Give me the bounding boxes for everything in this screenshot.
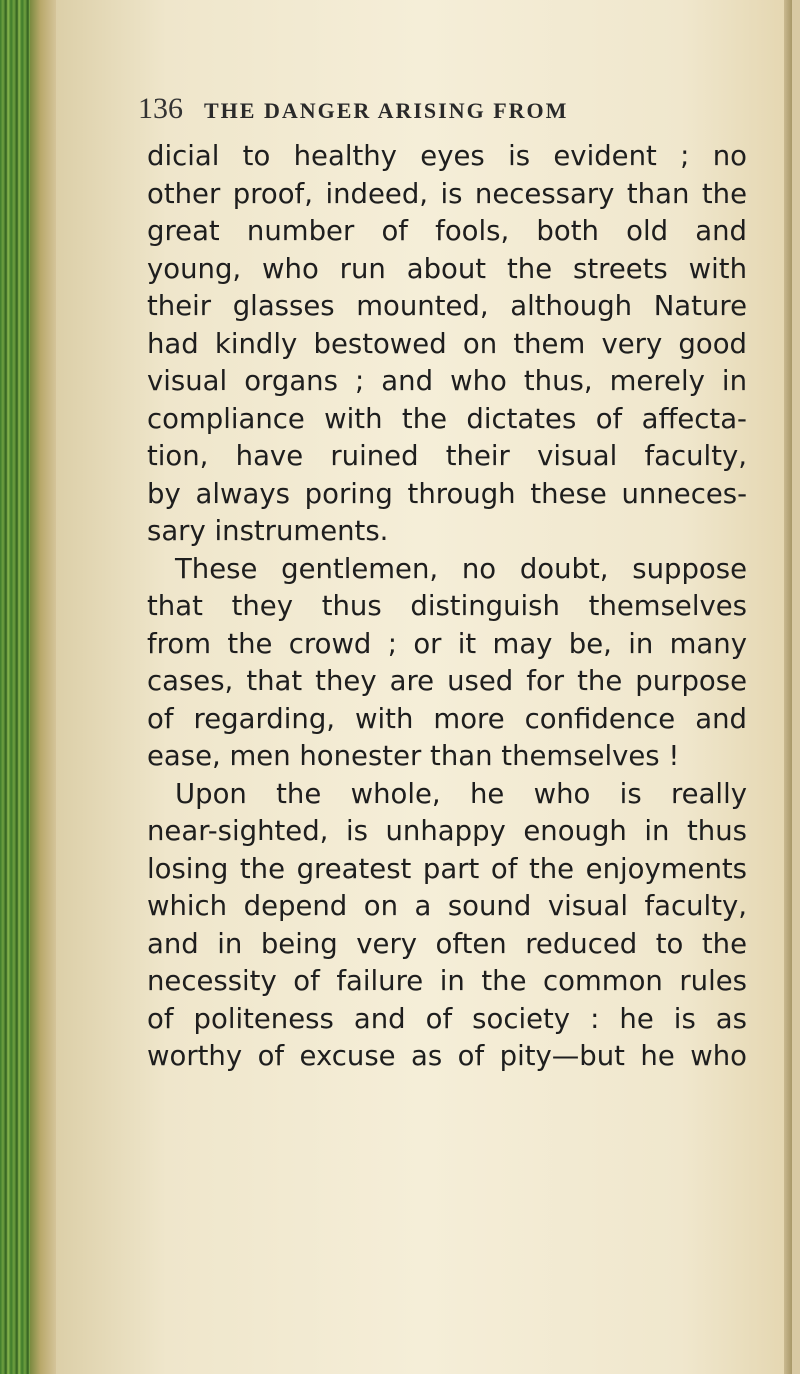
- paragraph-start-line: These gentlemen, no doubt, suppose: [175, 552, 747, 585]
- text-line: had kindly bestowed on them very good: [147, 327, 747, 360]
- text-line: dicial to healthy eyes is evident ; no: [147, 140, 747, 172]
- text-line: young, who run about the streets with: [147, 252, 747, 285]
- text-line: compliance with the dictates of affecta-: [147, 402, 747, 435]
- text-line: tion, have ruined their visual faculty,: [147, 440, 747, 472]
- text-line: sary instruments.: [147, 515, 389, 547]
- text-line: that they thus distinguish themselves: [147, 590, 747, 622]
- running-head: THE DANGER ARISING FROM: [204, 98, 569, 123]
- page-edge: [784, 0, 792, 1374]
- text-line: ease, men honester than themselves !: [147, 740, 680, 772]
- paragraph-start-line: Upon the whole, he who is really: [175, 777, 747, 810]
- text-line: visual organs ; and who thus, merely in: [147, 365, 747, 397]
- text-line: from the crowd ; or it may be, in many: [147, 627, 747, 660]
- text-line: great number of fools, both old and: [147, 215, 747, 247]
- text-line: their glasses mounted, although Nature: [147, 290, 747, 322]
- text-line: necessity of failure in the common rules: [147, 965, 747, 997]
- text-line: losing the greatest part of the enjoyments: [147, 852, 747, 885]
- page-number: 136: [138, 92, 183, 125]
- text-line: cases, that they are used for the purpose: [147, 665, 747, 697]
- text-line: other proof, indeed, is necessary than the: [147, 177, 747, 210]
- text-line: which depend on a sound visual faculty,: [147, 890, 747, 922]
- body-text: [147, 138, 747, 1076]
- binding-shadow: [30, 0, 56, 1374]
- text-line: by always poring through these unneces-: [147, 477, 747, 510]
- text-line: worthy of excuse as of pity—but he who: [147, 1040, 747, 1072]
- text-line: of regarding, with more confidence and: [147, 702, 747, 735]
- text-line: near-sighted, is unhappy enough in thus: [147, 815, 747, 847]
- text-line: of politeness and of society : he is as: [147, 1002, 747, 1035]
- text-line: and in being very often reduced to the: [147, 927, 747, 960]
- book-binding: [0, 0, 30, 1374]
- page-header: [138, 92, 738, 126]
